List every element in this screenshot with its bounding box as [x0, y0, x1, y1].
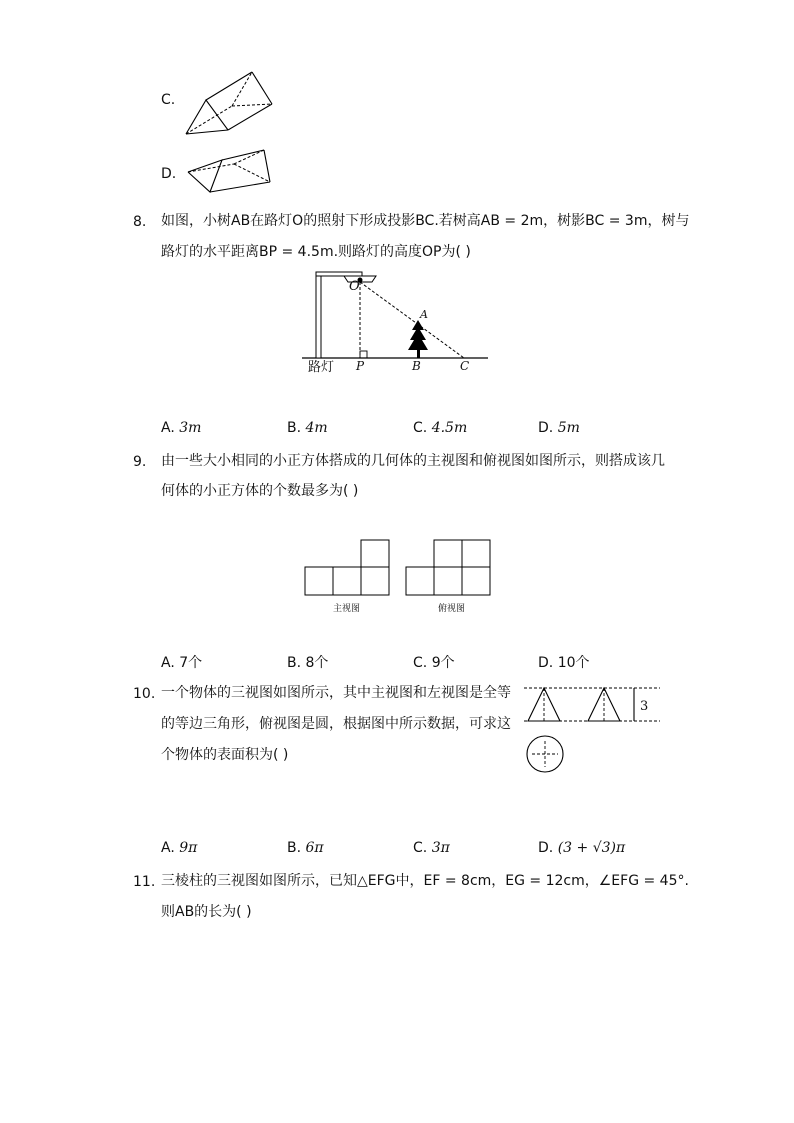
- top-view-grid: [405, 539, 491, 597]
- q9-option-a-key: A.: [161, 655, 175, 671]
- q9-option-c-text: 9个: [431, 655, 455, 671]
- q10-option-c-text: 3π: [431, 840, 450, 856]
- question-11-number: 11.: [133, 874, 156, 890]
- q10-option-a[interactable]: [161, 840, 197, 856]
- question-8-number: 8.: [133, 214, 147, 230]
- front-view-grid: [304, 539, 390, 597]
- q10-option-b[interactable]: [287, 840, 324, 856]
- q10-option-a-text: 9π: [179, 840, 198, 856]
- q8-option-d-key: D.: [538, 420, 554, 436]
- point-label-a: A: [420, 308, 428, 321]
- q9-option-a-text: 7个: [179, 655, 203, 671]
- q10-option-b-text: 6π: [305, 840, 324, 856]
- point-label-p: P: [356, 359, 365, 373]
- question-9-number: 9.: [133, 454, 147, 470]
- q9-option-c-key: C.: [413, 655, 428, 671]
- q10-option-d[interactable]: [538, 840, 625, 856]
- q9-option-c[interactable]: [413, 652, 455, 672]
- option-c-label: C.: [161, 92, 176, 108]
- question-8-text-line2: 路灯的水平距离BP = 4.5m.则路灯的高度OP为( ): [161, 244, 471, 260]
- q8-option-a[interactable]: [161, 420, 201, 436]
- q8-option-a-text: 3m: [179, 420, 202, 436]
- top-view-caption: 俯视图: [438, 604, 466, 614]
- q8-option-c[interactable]: [413, 420, 467, 436]
- front-view-caption: 主视图: [333, 604, 361, 614]
- triangular-prism-figure-c: [180, 66, 280, 140]
- q10-option-d-key: D.: [538, 840, 554, 856]
- q10-option-a-key: A.: [161, 840, 175, 856]
- question-8-text-line1: 如图，小树AB在路灯O的照射下形成投影BC.若树高AB = 2m，树影BC = 3m，树与: [161, 213, 690, 229]
- q9-option-b-text: 8个: [305, 655, 329, 671]
- q8-option-d-text: 5m: [557, 420, 580, 436]
- cone-three-views-figure: [520, 684, 664, 776]
- q8-option-b-key: B.: [287, 420, 302, 436]
- dimension-label: 3: [640, 699, 649, 714]
- q8-option-c-key: C.: [413, 420, 428, 436]
- q10-option-b-key: B.: [287, 840, 302, 856]
- q9-option-a[interactable]: [161, 652, 202, 672]
- q8-option-c-text: 4.5m: [431, 420, 468, 436]
- point-label-c: C: [460, 359, 470, 373]
- option-d-label: D.: [161, 166, 177, 182]
- q10-option-d-text: (3 + √3)π: [557, 840, 626, 856]
- question-11-text-line1: 三棱柱的三视图如图所示，已知△EFG中，EF = 8cm，EG = 12cm，∠EFG = 45°.: [161, 873, 689, 889]
- q8-option-b[interactable]: [287, 420, 328, 436]
- question-10-text-line3: 个物体的表面积为( ): [161, 747, 289, 763]
- q9-option-b-key: B.: [287, 655, 302, 671]
- point-label-o: O: [349, 279, 360, 294]
- triangular-prism-figure-d: [184, 146, 276, 198]
- q9-option-d[interactable]: [538, 652, 590, 672]
- question-9-text-line1: 由一些大小相同的小正方体搭成的几何体的主视图和俯视图如图所示，则搭成该几: [161, 453, 665, 469]
- q9-option-d-text: 10个: [557, 655, 590, 671]
- point-label-b: B: [412, 359, 421, 373]
- question-10-number: 10.: [133, 686, 156, 702]
- question-11-text-line2: 则AB的长为( ): [161, 904, 252, 920]
- question-9-text-line2: 何体的小正方体的个数最多为( ): [161, 483, 359, 499]
- question-10-text-line2: 的等边三角形，俯视图是圆，根据图中所示数据，可求这: [161, 716, 511, 732]
- q10-option-c[interactable]: [413, 840, 450, 856]
- q9-option-d-key: D.: [538, 655, 554, 671]
- question-10-text-line1: 一个物体的三视图如图所示，其中主视图和左视图是全等: [161, 685, 511, 701]
- q8-option-a-key: A.: [161, 420, 175, 436]
- lamp-label: 路灯: [308, 360, 335, 375]
- q10-option-c-key: C.: [413, 840, 428, 856]
- q8-option-b-text: 4m: [305, 420, 328, 436]
- q8-option-d[interactable]: [538, 420, 580, 436]
- q9-option-b[interactable]: [287, 652, 328, 672]
